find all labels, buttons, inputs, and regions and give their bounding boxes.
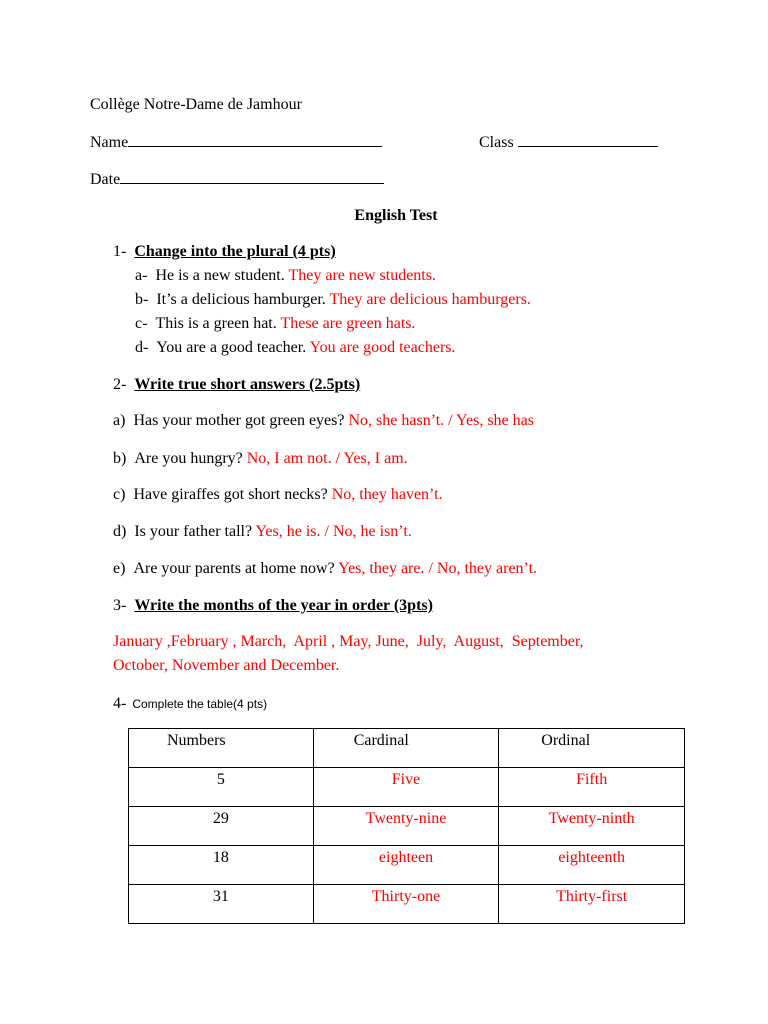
cell-ordinal[interactable]: Thirty-first (499, 885, 685, 924)
item-question: Has your mother got green eyes? (133, 412, 345, 429)
table-row (129, 768, 685, 807)
item-marker: b) (113, 450, 127, 467)
cell-number: 5 (129, 768, 314, 807)
section1-item (135, 338, 456, 358)
item-marker: c- (135, 315, 148, 332)
header-ordinal: Ordinal (499, 729, 685, 768)
section3-number: 3- (113, 597, 127, 614)
date-field[interactable] (90, 169, 384, 190)
header-numbers: Numbers (129, 729, 314, 768)
section2-item (113, 449, 408, 469)
header-cardinal: Cardinal (313, 729, 499, 768)
cell-number: 29 (129, 807, 314, 846)
section2-item (113, 411, 534, 431)
section1-item (135, 290, 531, 310)
item-question: Are you hungry? (134, 450, 243, 467)
item-question: It’s a delicious hamburger. (156, 291, 326, 308)
numbers-table (128, 728, 685, 924)
name-field[interactable] (90, 132, 382, 153)
section3-heading-row (113, 596, 433, 616)
section2-item (113, 559, 537, 579)
item-answer: You are good teachers. (309, 339, 456, 356)
item-answer: They are new students. (288, 267, 436, 284)
cell-cardinal[interactable]: Five (313, 768, 499, 807)
item-answer: These are green hats. (280, 315, 416, 332)
section2-number: 2- (113, 376, 127, 393)
section1-item (135, 314, 416, 334)
item-marker: c) (113, 486, 126, 503)
item-question: Is your father tall? (134, 523, 253, 540)
item-question: This is a green hat. (155, 315, 277, 332)
table-row (129, 885, 685, 924)
item-marker: a) (113, 412, 126, 429)
item-answer: No, I am not. / Yes, I am. (246, 450, 408, 467)
section3-heading: Write the months of the year in order (3pts) (134, 597, 433, 614)
date-label: Date (90, 171, 121, 188)
item-marker: a- (135, 267, 148, 284)
section1-number: 1- (113, 243, 127, 260)
section1-item (135, 266, 436, 286)
section2-item (113, 485, 443, 505)
cell-cardinal[interactable]: Thirty-one (313, 885, 499, 924)
item-question: He is a new student. (155, 267, 285, 284)
name-label: Name (90, 134, 129, 151)
section2-item (113, 522, 412, 542)
section2-heading: Write true short answers (2.5pts) (134, 376, 361, 393)
cell-number: 18 (129, 846, 314, 885)
item-answer: No, they haven’t. (331, 486, 443, 503)
class-blank[interactable] (518, 132, 658, 147)
months-answer-line2: October, November and December. (113, 657, 340, 674)
item-answer: No, she hasn’t. / Yes, she has (348, 412, 534, 429)
table-row (129, 846, 685, 885)
name-blank[interactable] (128, 132, 382, 147)
item-question: You are a good teacher. (156, 339, 307, 356)
section4-heading: Complete the table(4 pts) (132, 697, 268, 711)
class-field[interactable] (479, 132, 658, 153)
item-answer: Yes, he is. / No, he isn’t. (255, 523, 412, 540)
table-row (129, 807, 685, 846)
section1-heading-row (113, 242, 336, 262)
item-marker: d- (135, 339, 149, 356)
item-marker: e) (113, 560, 126, 577)
cell-ordinal[interactable]: Fifth (499, 768, 685, 807)
item-marker: b- (135, 291, 149, 308)
item-question: Are your parents at home now? (133, 560, 335, 577)
item-marker: d) (113, 523, 127, 540)
cell-cardinal[interactable]: Twenty-nine (313, 807, 499, 846)
section4-number: 4- (113, 695, 127, 712)
test-title: English Test (354, 207, 438, 224)
cell-ordinal[interactable]: Twenty-ninth (499, 807, 685, 846)
section2-heading-row (113, 375, 360, 395)
cell-cardinal[interactable]: eighteen (313, 846, 499, 885)
section1-heading: Change into the plural (4 pts) (134, 243, 336, 260)
item-question: Have giraffes got short necks? (133, 486, 328, 503)
date-blank[interactable] (120, 169, 384, 184)
table-header-row (129, 729, 685, 768)
class-label: Class (479, 134, 514, 151)
item-answer: They are delicious hamburgers. (329, 291, 531, 308)
cell-number: 31 (129, 885, 314, 924)
item-answer: Yes, they are. / No, they aren’t. (338, 560, 538, 577)
section4-heading-row (113, 694, 267, 714)
cell-ordinal[interactable]: eighteenth (499, 846, 685, 885)
school-name: Collège Notre-Dame de Jamhour (90, 96, 302, 113)
months-answer-line1: January ,February , March, April , May, June, July, August, September, (113, 633, 584, 650)
